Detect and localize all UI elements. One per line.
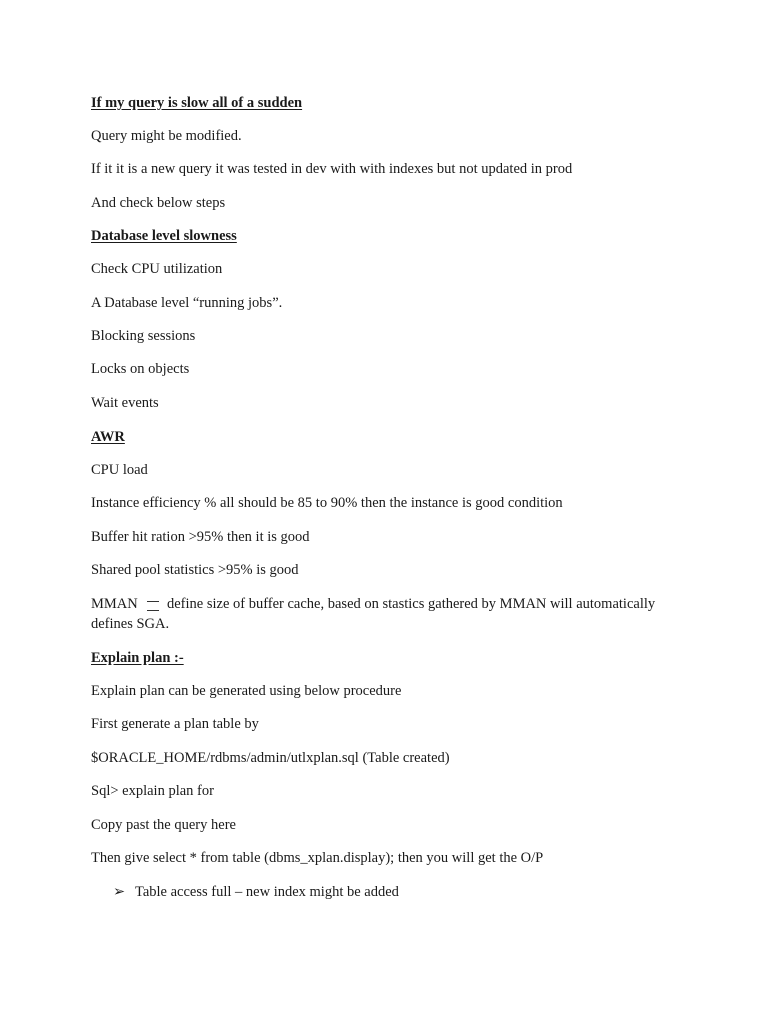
paragraph: If it it is a new query it was tested in dev with with indexes but not updated in prod <box>91 161 573 177</box>
paragraph: A Database level “running jobs”. <box>91 295 283 311</box>
paragraph: Blocking sessions <box>91 328 196 344</box>
heading-slow-query: If my query is slow all of a sudden <box>91 95 303 111</box>
paragraph: Then give select * from table (dbms_xplan.display); then you will get the O/P <box>91 850 544 866</box>
paragraph: Instance efficiency % all should be 85 to 90% then the instance is good condition <box>91 495 563 511</box>
paragraph: Sql> explain plan for <box>91 783 214 799</box>
paragraph-mman <box>91 594 655 614</box>
mman-text: define size of buffer cache, based on stastics gathered by MMAN will automatically <box>166 596 656 612</box>
list-item: Table access full – new index might be added <box>135 884 399 900</box>
heading-awr: AWR <box>91 429 125 445</box>
arrow-bullet-icon: ➢ <box>113 884 126 900</box>
equals-underline-icon <box>147 601 159 611</box>
paragraph: Buffer hit ration >95% then it is good <box>91 529 310 545</box>
paragraph: Check CPU utilization <box>91 261 223 277</box>
paragraph: Copy past the query here <box>91 817 236 833</box>
paragraph: CPU load <box>91 462 148 478</box>
heading-explain-plan: Explain plan :- <box>91 650 184 666</box>
paragraph-continued: defines SGA. <box>91 616 170 632</box>
paragraph: Wait events <box>91 395 159 411</box>
paragraph: $ORACLE_HOME/rdbms/admin/utlxplan.sql (Table created) <box>91 750 450 766</box>
paragraph: Shared pool statistics >95% is good <box>91 562 299 578</box>
mman-label: MMAN <box>91 596 138 612</box>
paragraph: Locks on objects <box>91 361 190 377</box>
heading-database-slowness: Database level slowness <box>91 228 237 244</box>
paragraph: And check below steps <box>91 195 226 211</box>
paragraph: First generate a plan table by <box>91 716 259 732</box>
paragraph: Explain plan can be generated using below procedure <box>91 683 402 699</box>
paragraph: Query might be modified. <box>91 128 242 144</box>
